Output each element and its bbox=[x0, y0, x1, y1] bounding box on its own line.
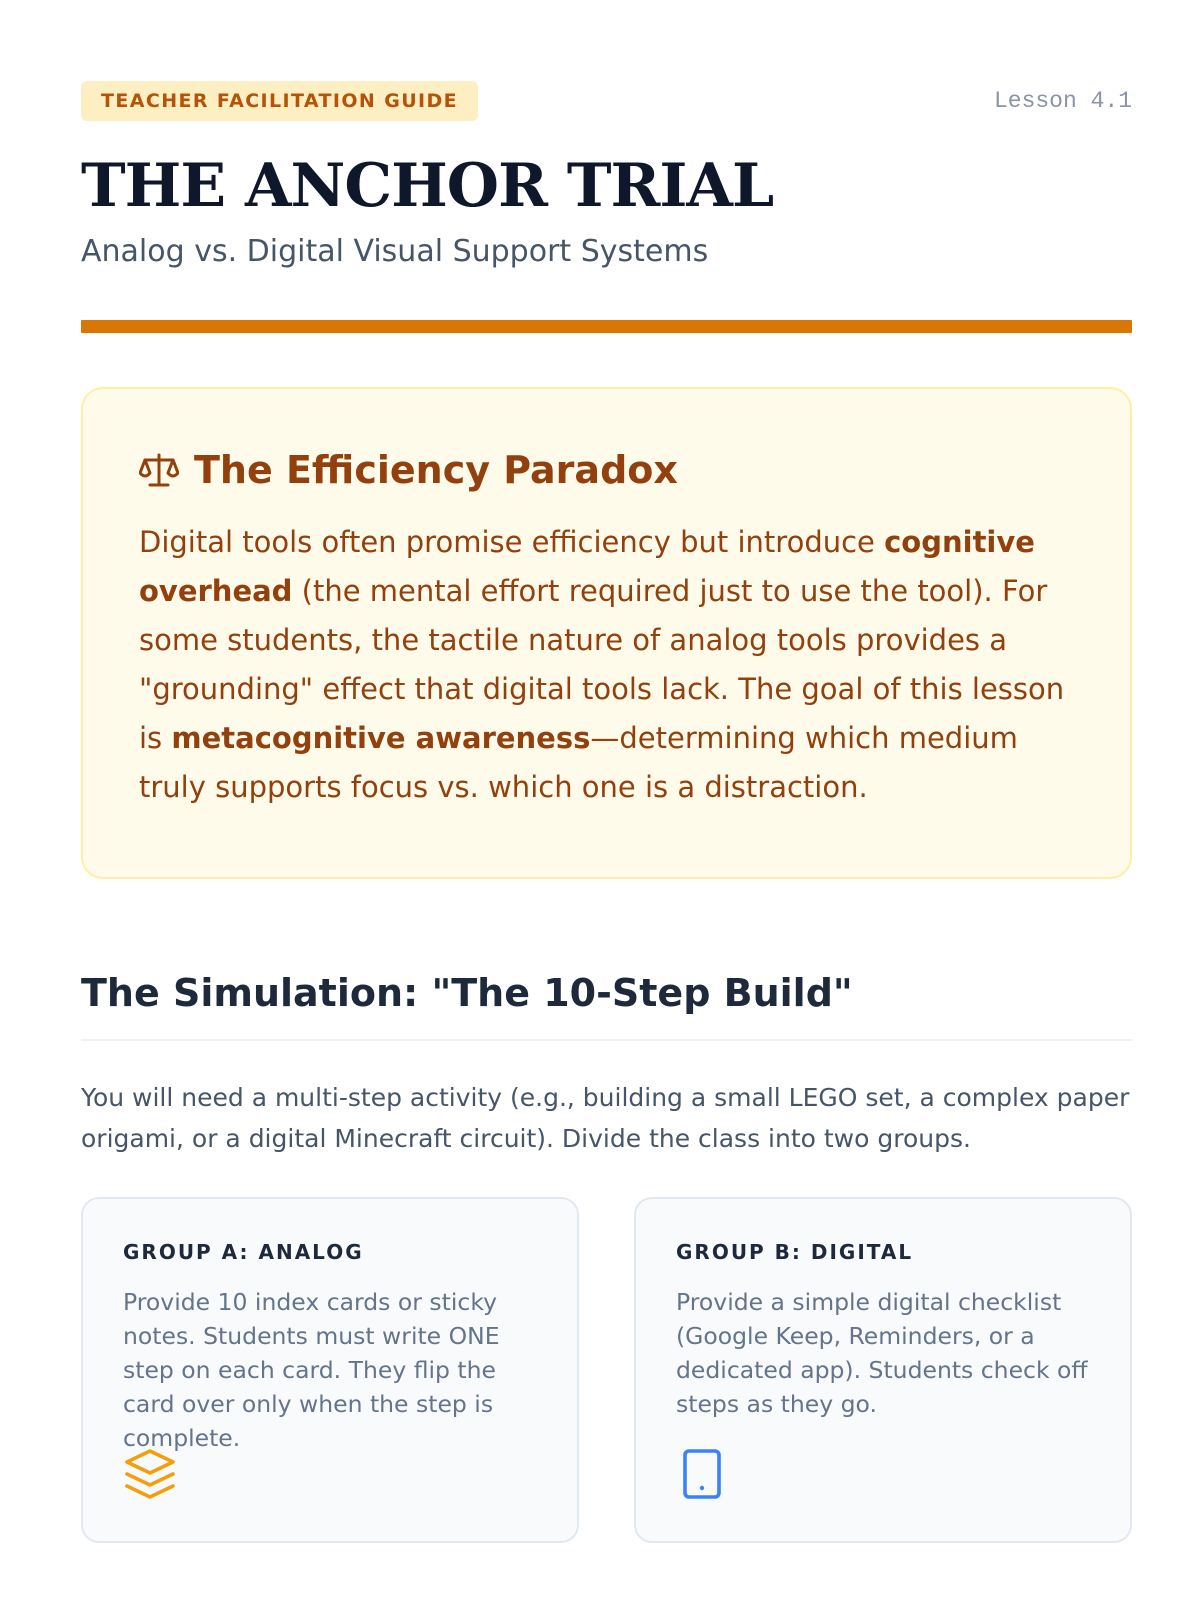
callout-body bbox=[139, 518, 1074, 812]
page-title: THE ANCHOR TRIAL bbox=[81, 151, 774, 221]
group-b-card bbox=[634, 1197, 1132, 1543]
group-a-title: GROUP A: ANALOG bbox=[123, 1240, 364, 1264]
group-b-title: GROUP B: DIGITAL bbox=[676, 1240, 914, 1264]
tablet-icon bbox=[676, 1447, 730, 1501]
callout-header bbox=[139, 444, 1074, 496]
facilitation-guide-page bbox=[81, 81, 1132, 1543]
callout-text-1: Digital tools often promise efficiency but introduce bbox=[139, 525, 885, 559]
section-intro: You will need a multi-step activity (e.g., building a small LEGO set, a complex paper origami, or a digital Minecraft circuit). Divide the class into two groups. bbox=[81, 1083, 1130, 1153]
header-top-row bbox=[81, 81, 1132, 121]
callout-bold-1: cognitive overhead bbox=[139, 525, 1035, 608]
callout-text-2: (the mental effort required just to use the tool). For some students, the tactile nature of analog tools provides a "grounding" effect that digital tools lack. The goal of this lesson is bbox=[139, 574, 1065, 755]
layers-icon bbox=[123, 1447, 177, 1501]
callout-title: The Efficiency Paradox bbox=[194, 448, 678, 492]
callout-bold-2: metacognitive awareness bbox=[171, 721, 591, 755]
page-subtitle: Analog vs. Digital Visual Support Systems bbox=[81, 234, 709, 269]
title-divider bbox=[81, 320, 1132, 333]
guide-badge: TEACHER FACILITATION GUIDE bbox=[81, 81, 478, 121]
group-b-description: Provide a simple digital checklist (Google Keep, Reminders, or a dedicated app). Students check off steps as they go. bbox=[676, 1288, 1088, 1418]
efficiency-paradox-callout bbox=[81, 387, 1132, 879]
scale-icon bbox=[139, 452, 179, 488]
section-divider bbox=[81, 1039, 1132, 1041]
callout-text-3: —determining which medium truly supports focus vs. which one is a distraction. bbox=[139, 721, 1018, 804]
lesson-number: Lesson 4.1 bbox=[993, 88, 1132, 114]
group-a-description: Provide 10 index cards or sticky notes. Students must write ONE step on each card. They flip the card over only when the step is complete. bbox=[123, 1288, 500, 1452]
group-a-card bbox=[81, 1197, 579, 1543]
group-cards bbox=[81, 1197, 1132, 1543]
section-title: The Simulation: "The 10-Step Build" bbox=[81, 971, 853, 1015]
